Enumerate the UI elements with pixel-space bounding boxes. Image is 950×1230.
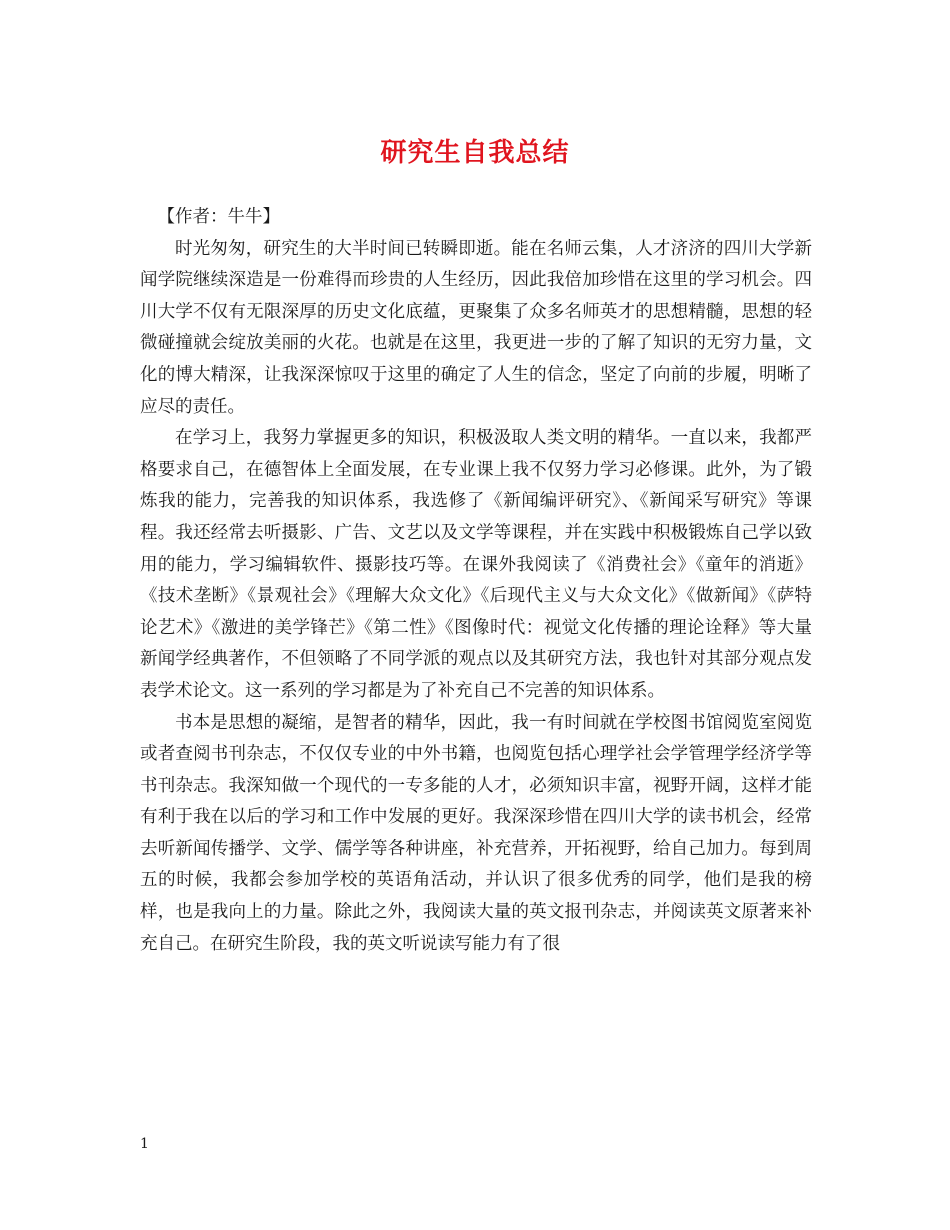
document-title: 研究生自我总结 [380,138,570,168]
paragraph-1: 时光匆匆，研究生的大半时间已转瞬即逝。能在名师云集，人才济济的四川大学新闻学院继续深造是一份难得而珍贵的人生经历，因此我倍加珍惜在这里的学习机会。四川大学不仅有无限深厚的历史文化底蕴，更聚集了众多名师英才的思想精髓，思想的轻微碰撞就会绽放美丽的火花。也就是在这里，我更进一步的了解了知识的无穷力量，文化的博大精深，让我深深惊叹于这里的确定了人生的信念，坚定了向前的步履，明晰了应尽的责任。 [140,238,812,417]
author-line: 【作者：牛牛】 [157,207,280,227]
paragraph-2: 在学习上，我努力掌握更多的知识，积极汲取人类文明的精华。一直以来，我都严格要求自己，在德智体上全面发展，在专业课上我不仅努力学习必修课。此外，为了锻炼我的能力，完善我的知识体系，我选修了《新闻编评研究》、《新闻采写研究》等课程。我还经常去听摄影、广告、文艺以及文学等课程，并在实践中积极锻炼自己学以致用的能力，学习编辑软件、摄影技巧等。在课外我阅读了《消费社会》《童年的消逝》《技术垄断》《景观社会》《理解大众文化》《后现代主义与大众文化》《做新闻》《萨特论艺术》《激进的美学锋芒》《第二性》《图像时代：视觉文化传播的理论诠释》等大量新闻学经典著作，不但领略了不同学派的观点以及其研究方法，我也针对其部分观点发表学术论文。这一系列的学习都是为了补充自己不完善的知识体系。 [140,428,812,701]
page-number: 1 [140,1136,149,1152]
paragraph-3: 书本是思想的凝缩，是智者的精华，因此，我一有时间就在学校图书馆阅览室阅览或者查阅书刊杂志，不仅仅专业的中外书籍，也阅览包括心理学社会学管理学经济学等书刊杂志。我深知做一个现代的一专多能的人才，必须知识丰富，视野开阔，这样才能有利于我在以后的学习和工作中发展的更好。我深深珍惜在四川大学的读书机会，经常去听新闻传播学、文学、儒学等各种讲座，补充营养，开拓视野，给自己加力。每到周五的时候，我都会参加学校的英语角活动，并认识了很多优秀的同学，他们是我的榜样，也是我向上的力量。除此之外，我阅读大量的英文报刊杂志，并阅读英文原著来补充自己。在研究生阶段，我的英文听说读写能力有了很 [140,712,812,954]
document-body [140,202,812,960]
